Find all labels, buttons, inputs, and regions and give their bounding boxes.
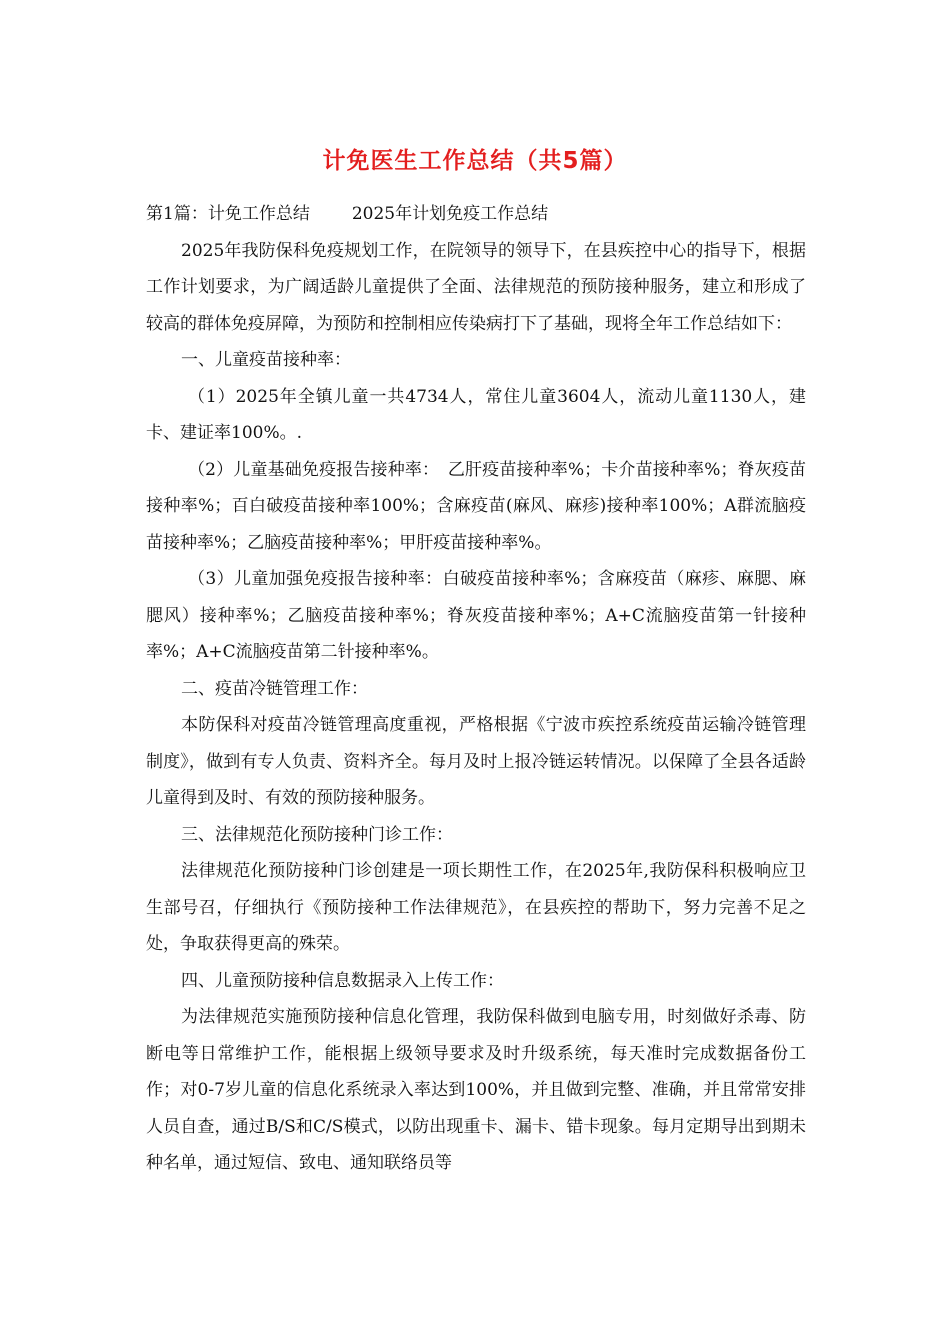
heading-data-entry: 四、儿童预防接种信息数据录入上传工作： — [181, 970, 504, 991]
subtitle-part1: 第1篇：计免工作总结 — [146, 204, 310, 224]
heading-vaccination-rate: 一、儿童疫苗接种率： — [181, 350, 351, 370]
document-body — [146, 196, 806, 1182]
paragraph-data-entry: 为法律规范实施预防接种信息化管理，我防保科做到电脑专用，时刻做好杀毒、防断电等日常维护工作，能根据上级领导要求及时升级系统，每天准时完成数据备份工作；对0-7岁儿童的信息化系统录入率达到100%，并且做到完整、准确，并且常常安排人员自查，通过B/S和C/S模式，以防出现重卡、漏卡、错卡现象。每月定期导出到期未种名单，通过短信、致电、通知联络员等 — [146, 1007, 806, 1173]
paragraph-intro: 2025年我防保科免疫规划工作，在院领导的领导下，在县疾控中心的指导下，根据工作计划要求，为广阔适龄儿童提供了全面、法律规范的预防接种服务，建立和形成了较高的群体免疫屏障，为预防和控制相应传染病打下了基础，现将全年工作总结如下： — [146, 240, 806, 334]
paragraph-booster-immunization: （3）儿童加强免疫报告接种率：白破疫苗接种率%；含麻疫苗（麻疹、麻腮、麻腮风）接种率%；乙脑疫苗接种率%；脊灰疫苗接种率%；A+C流脑疫苗第一针接种率%；A+C流脑疫苗第二针接种率%。 — [146, 569, 806, 662]
subtitle-part2: 2025年计划免疫工作总结 — [351, 204, 549, 224]
paragraph-children-count: （1）2025年全镇儿童一共4734人，常住儿童3604人，流动儿童1130人，建卡、建证率100%。. — [146, 386, 806, 443]
paragraph-clinic-standardization: 法律规范化预防接种门诊创建是一项长期性工作，在2025年,我防保科积极响应卫生部号召，仔细执行《预防接种工作法律规范》，在县疾控的帮助下，努力完善不足之处，争取获得更高的殊荣。 — [146, 861, 806, 954]
heading-cold-chain: 二、疫苗冷链管理工作： — [181, 678, 368, 699]
paragraph-cold-chain: 本防保科对疫苗冷链管理高度重视，严格根据《宁波市疾控系统疫苗运输冷链管理制度》，做到有专人负责、资料齐全。每月及时上报冷链运转情况。以保障了全县各适龄儿童得到及时、有效的预防接种服务。 — [146, 715, 806, 808]
section-subtitle — [146, 196, 806, 233]
heading-clinic-standardization: 三、法律规范化预防接种门诊工作： — [181, 824, 453, 845]
paragraph-basic-immunization: （2）儿童基础免疫报告接种率： 乙肝疫苗接种率%；卡介苗接种率%；脊灰疫苗接种率%；百白破疫苗接种率100%；含麻疫苗(麻风、麻疹)接种率100%；A群流脑疫苗接种率%；乙脑疫苗接种率%；甲肝疫苗接种率%。 — [146, 459, 806, 553]
document-title: 计免医生工作总结（共5篇） — [322, 148, 628, 174]
